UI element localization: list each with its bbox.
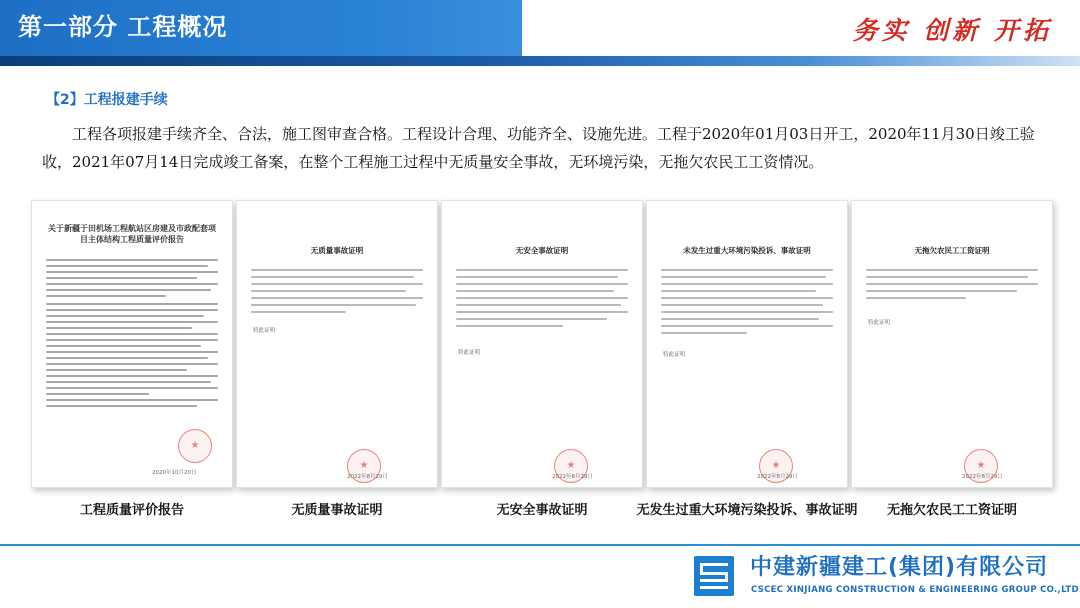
document-no-environmental-pollution: [646, 200, 848, 488]
document-title: 未发生过重大环境污染投诉、事故证明: [683, 246, 811, 255]
footer-divider: [0, 544, 1080, 546]
document-sign-text: 特此证明: [663, 352, 686, 358]
document-date: 2022年8月29日: [757, 474, 798, 480]
document-sign-text: 特此证明: [868, 320, 891, 326]
company-name-en: CSCEC XINJIANG CONSTRUCTION & ENGINEERING GROUP CO.,LTD: [751, 585, 1079, 595]
caption-no-quality-accident: 无质量事故证明: [291, 503, 383, 518]
slogan: 务实 创新 开拓: [852, 16, 1052, 45]
caption-no-environmental-pollution: 无发生过重大环境污染投诉、事故证明: [636, 503, 858, 518]
document-quality-report: [31, 200, 233, 488]
document-title: 无拖欠农民工工资证明: [914, 246, 990, 255]
document-date: 2022年8月29日: [347, 474, 388, 480]
caption-quality-report: 工程质量评价报告: [79, 503, 184, 518]
document-title: 无安全事故证明: [515, 246, 569, 255]
document-date: 2020年10月20日: [152, 470, 197, 476]
document-body: [251, 269, 423, 318]
document-body: [866, 269, 1038, 304]
header-bar: [0, 0, 522, 56]
caption-no-wage-arrears: 无拖欠农民工工资证明: [886, 503, 1017, 518]
section-paragraph: 工程各项报建手续齐全、合法，施工图审查合格。工程设计合理、功能齐全、设施先进。工程于2020年01月03日开工，2020年11月30日竣工验收，2021年07月14日完成竣工备案，在整个工程施工过程中无质量安全事故，无环境污染，无拖欠农民工工资情况。: [42, 125, 1035, 171]
document-body: [46, 259, 218, 411]
company-name-cn: 中建新疆建工(集团)有限公司: [750, 555, 1049, 580]
document-date: 2022年8月29日: [962, 474, 1003, 480]
document-date: 2022年8月29日: [552, 474, 593, 480]
document-no-wage-arrears: [851, 200, 1053, 488]
document-sign-text: 特此证明: [253, 328, 276, 334]
document-body: [661, 269, 833, 339]
document-no-safety-accident: [441, 200, 643, 488]
cscec-logo-icon: [694, 556, 734, 596]
caption-no-safety-accident: 无安全事故证明: [496, 503, 588, 518]
document-body: [456, 269, 628, 332]
document-no-quality-accident: [236, 200, 438, 488]
page-title: 第一部分 工程概况: [18, 13, 228, 41]
document-title: 无质量事故证明: [310, 246, 364, 255]
seal-stamp: [178, 429, 212, 463]
section-heading: 【2】工程报建手续: [46, 92, 168, 108]
document-sign-text: 特此证明: [458, 350, 481, 356]
header-divider: [0, 56, 1080, 66]
document-title: 关于新疆于田机场工程航站区房建及市政配套项目主体结构工程质量评价报告: [48, 223, 216, 244]
